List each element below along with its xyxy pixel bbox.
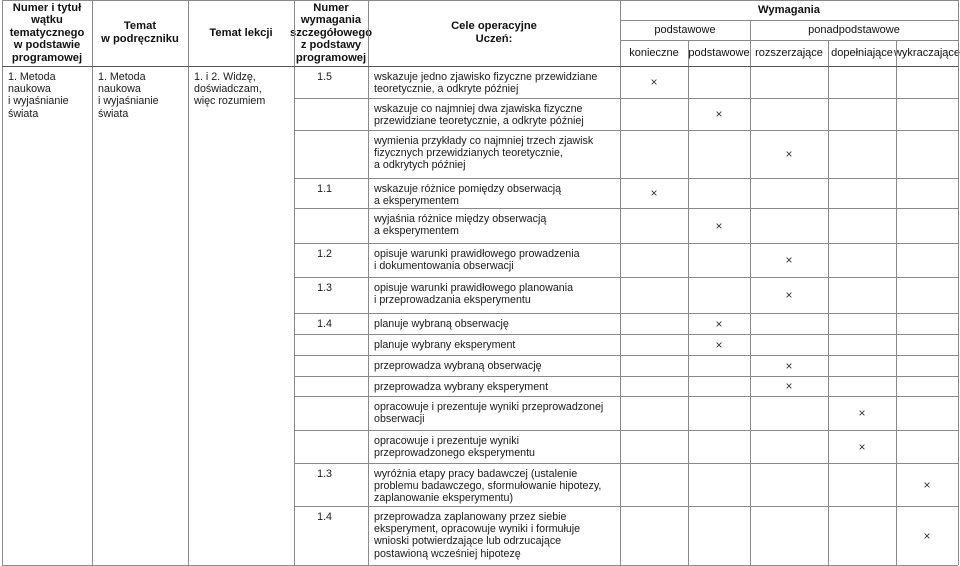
horizontal-gridline [2, 0, 958, 1]
vertical-gridline [294, 0, 295, 565]
operational-goal-line: eksperyment, opracowuje wyniki i formułuje [374, 523, 581, 536]
operational-goal-line: zaplanowanie eksperymentu) [374, 492, 514, 505]
horizontal-gridline [294, 376, 958, 377]
header-thread-number-line: wątku [31, 14, 63, 27]
header-basic-group-text: podstawowe [654, 23, 716, 36]
header-operational-goals-line: Cele operacyjne [451, 20, 537, 33]
requirement-number: 1.5 [317, 71, 332, 83]
header-requirement-number-line: programowej [295, 51, 367, 64]
header-advanced-group [750, 20, 958, 40]
level-3-check-mark: × [785, 358, 793, 373]
thread-title [8, 71, 88, 120]
operational-goal-line: wskazuje co najmniej dwa zjawiska fizyczne [374, 103, 583, 115]
operational-goal [374, 71, 624, 95]
operational-goal [374, 183, 624, 207]
header-basic-group [620, 20, 750, 40]
operational-goal-line: wskazuje jedno zjawisko fizyczne przewidziane [374, 71, 598, 83]
level-1-check-mark: × [650, 75, 658, 89]
operational-goal-line: a eksperymentem [374, 195, 459, 208]
operational-goal-line: opisuje warunki prawidłowego planowania [374, 282, 574, 294]
header-level-1 [620, 40, 688, 66]
operational-goal-line: a eksperymentem [374, 225, 459, 238]
requirement-number: 1.2 [317, 248, 332, 260]
level-3-check-mark: × [785, 379, 793, 393]
requirement-number: 1.4 [317, 511, 332, 523]
header-requirement-number-line: wymagania [300, 14, 362, 27]
header-requirement-number [289, 0, 373, 66]
vertical-gridline [2, 0, 3, 565]
operational-goal [374, 248, 624, 272]
operational-goal [374, 318, 624, 330]
horizontal-gridline [294, 178, 958, 179]
operational-goal [374, 135, 624, 172]
horizontal-gridline [294, 463, 958, 464]
header-lesson-topic [188, 0, 294, 66]
level-5-check-mark: × [923, 477, 931, 492]
operational-goal [374, 339, 624, 351]
horizontal-gridline [294, 355, 958, 356]
level-4-check-mark: × [858, 406, 866, 420]
header-level-1-text: konieczne [629, 46, 679, 59]
horizontal-gridline [294, 130, 958, 131]
header-level-3 [750, 40, 828, 66]
lesson-topic-line: doświadczam, [194, 83, 262, 96]
header-level-3-text: rozszerzające [755, 46, 823, 59]
thread-title-line: świata [8, 107, 39, 120]
horizontal-gridline [294, 334, 958, 335]
lesson-topic-line: 1. i 2. Widzę, [194, 71, 256, 83]
operational-goal-line: przeprowadzonego eksperymentu [374, 447, 536, 460]
operational-goal-line: fizycznych przewidzianych teoretycznie, [374, 147, 563, 160]
textbook-topic-line: 1. Metoda naukowa [98, 71, 146, 96]
header-level-5-text: wykraczające [893, 46, 960, 59]
header-thread-number-line: programowej [11, 51, 83, 64]
requirement-number: 1.4 [317, 318, 332, 330]
header-lesson-topic-line: Temat lekcji [209, 26, 273, 39]
requirement-number: 1.1 [317, 183, 332, 195]
requirement-number: 1.3 [317, 282, 332, 294]
header-requirement-number-line: z podstawy [300, 39, 362, 52]
header-thread-number-text [10, 2, 85, 65]
header-level-4-text: dopełniające [831, 46, 893, 59]
operational-goal-line: teoretycznie, a odkryte później [374, 83, 519, 96]
level-3-check-mark: × [785, 147, 793, 161]
horizontal-gridline [294, 430, 958, 431]
textbook-topic-line: i wyjaśnianie świata [98, 95, 159, 120]
operational-goal [374, 381, 624, 393]
level-2-check-mark: × [715, 337, 723, 352]
header-textbook-topic-line: w podręczniku [101, 33, 179, 45]
header-requirements [620, 0, 958, 20]
horizontal-gridline [2, 66, 958, 67]
operational-goal-line: przeprowadza zaplanowany przez siebie [374, 511, 567, 523]
horizontal-gridline [294, 313, 958, 314]
operational-goal-line: wymienia przykłady co najmniej trzech zjawisk [374, 135, 594, 147]
vertical-gridline [750, 20, 751, 565]
operational-goal-line: a odkrytych później [374, 159, 466, 172]
level-1-check-mark: × [650, 186, 658, 200]
header-operational-goals [368, 0, 620, 66]
level-2-check-mark: × [715, 218, 723, 233]
operational-goal [374, 468, 624, 505]
vertical-gridline [688, 40, 689, 565]
vertical-gridline [958, 0, 959, 565]
level-3-check-mark: × [785, 288, 793, 302]
textbook-topic [98, 71, 184, 120]
header-thread-number [2, 0, 92, 66]
header-level-2 [688, 40, 750, 66]
operational-goal-line: przeprowadza wybraną obserwację [374, 360, 542, 372]
horizontal-gridline [294, 208, 958, 209]
level-4-check-mark: × [858, 439, 866, 454]
header-operational-goals-line: Uczeń: [475, 33, 513, 45]
operational-goal-line: opisuje warunki prawidłowego prowadzenia [374, 248, 580, 260]
operational-goal-line: wskazuje różnice pomiędzy obserwacją [374, 183, 562, 195]
operational-goal [374, 360, 624, 372]
vertical-gridline [828, 40, 829, 565]
header-thread-number-line: Numer i tytuł [12, 1, 82, 14]
vertical-gridline [188, 0, 189, 565]
vertical-gridline [620, 0, 621, 565]
level-2-check-mark: × [715, 316, 723, 331]
operational-goal [374, 401, 624, 425]
thread-title-line: i wyjaśnianie [8, 95, 69, 108]
header-requirements-text: Wymagania [758, 3, 820, 16]
header-level-4 [828, 40, 896, 66]
header-requirement-number-line: Numer [313, 1, 349, 14]
operational-goal-line: i dokumentowania obserwacji [374, 260, 514, 273]
header-requirement-number-line: szczegółowego [289, 26, 373, 39]
header-textbook-topic-text [101, 20, 179, 45]
horizontal-gridline [620, 20, 958, 21]
header-level-2-text: podstawowe [688, 46, 750, 59]
operational-goal [374, 511, 624, 560]
header-thread-number-line: tematycznego [9, 26, 85, 39]
header-textbook-topic-line: Temat [123, 20, 157, 33]
operational-goal-line: wyróżnia etapy pracy badawczej (ustalenie [374, 468, 578, 480]
operational-goal-line: przewidziane teoretycznie, a odkryte później [374, 115, 584, 128]
operational-goal-line: opracowuje i prezentuje wyniki przeprowadzonej [374, 401, 604, 413]
operational-goal-line: postawioną wcześniej hipotezę [374, 547, 521, 560]
operational-goal [374, 282, 624, 306]
operational-goal-line: planuje wybraną obserwację [374, 318, 509, 330]
header-operational-goals-text [451, 20, 537, 45]
operational-goal-line: przeprowadza wybrany eksperyment [374, 381, 549, 393]
header-textbook-topic [92, 0, 188, 66]
thread-title-line: 1. Metoda [8, 71, 56, 83]
horizontal-gridline [620, 40, 958, 41]
horizontal-gridline [294, 396, 958, 397]
operational-goal-line: opracowuje i prezentuje wyniki [374, 435, 519, 447]
vertical-gridline [368, 0, 369, 565]
vertical-gridline [92, 0, 93, 565]
horizontal-gridline [294, 98, 958, 99]
horizontal-gridline [294, 506, 958, 507]
operational-goal-line: wyjaśnia różnice między obserwacją [374, 213, 547, 225]
level-5-check-mark: × [923, 529, 931, 543]
operational-goal-line: obserwacji [374, 413, 425, 426]
horizontal-gridline [294, 243, 958, 244]
level-2-check-mark: × [715, 107, 723, 121]
lesson-topic [194, 71, 290, 108]
operational-goal-line: problemu badawczego, sformułowanie hipotezy, [374, 480, 602, 493]
header-level-5 [893, 40, 960, 66]
requirement-number: 1.3 [317, 468, 332, 480]
level-3-check-mark: × [785, 253, 793, 267]
lesson-topic-line: więc rozumiem [194, 95, 266, 108]
header-advanced-group-text: ponadpodstawowe [808, 23, 900, 36]
header-requirement-number-text [290, 2, 372, 65]
horizontal-gridline [294, 277, 958, 278]
operational-goal [374, 103, 624, 127]
operational-goal-line: planuje wybrany eksperyment [374, 339, 516, 351]
operational-goal-line: i przeprowadzania eksperymentu [374, 294, 531, 307]
header-thread-number-line: w podstawie [13, 39, 81, 52]
header-lesson-topic-text [209, 27, 272, 40]
operational-goal-line: wnioski potwierdzające lub odrzucające [374, 535, 562, 548]
thread-title-line: naukowa [8, 83, 51, 96]
operational-goal [374, 435, 624, 459]
vertical-gridline [896, 40, 897, 565]
operational-goal [374, 213, 624, 237]
